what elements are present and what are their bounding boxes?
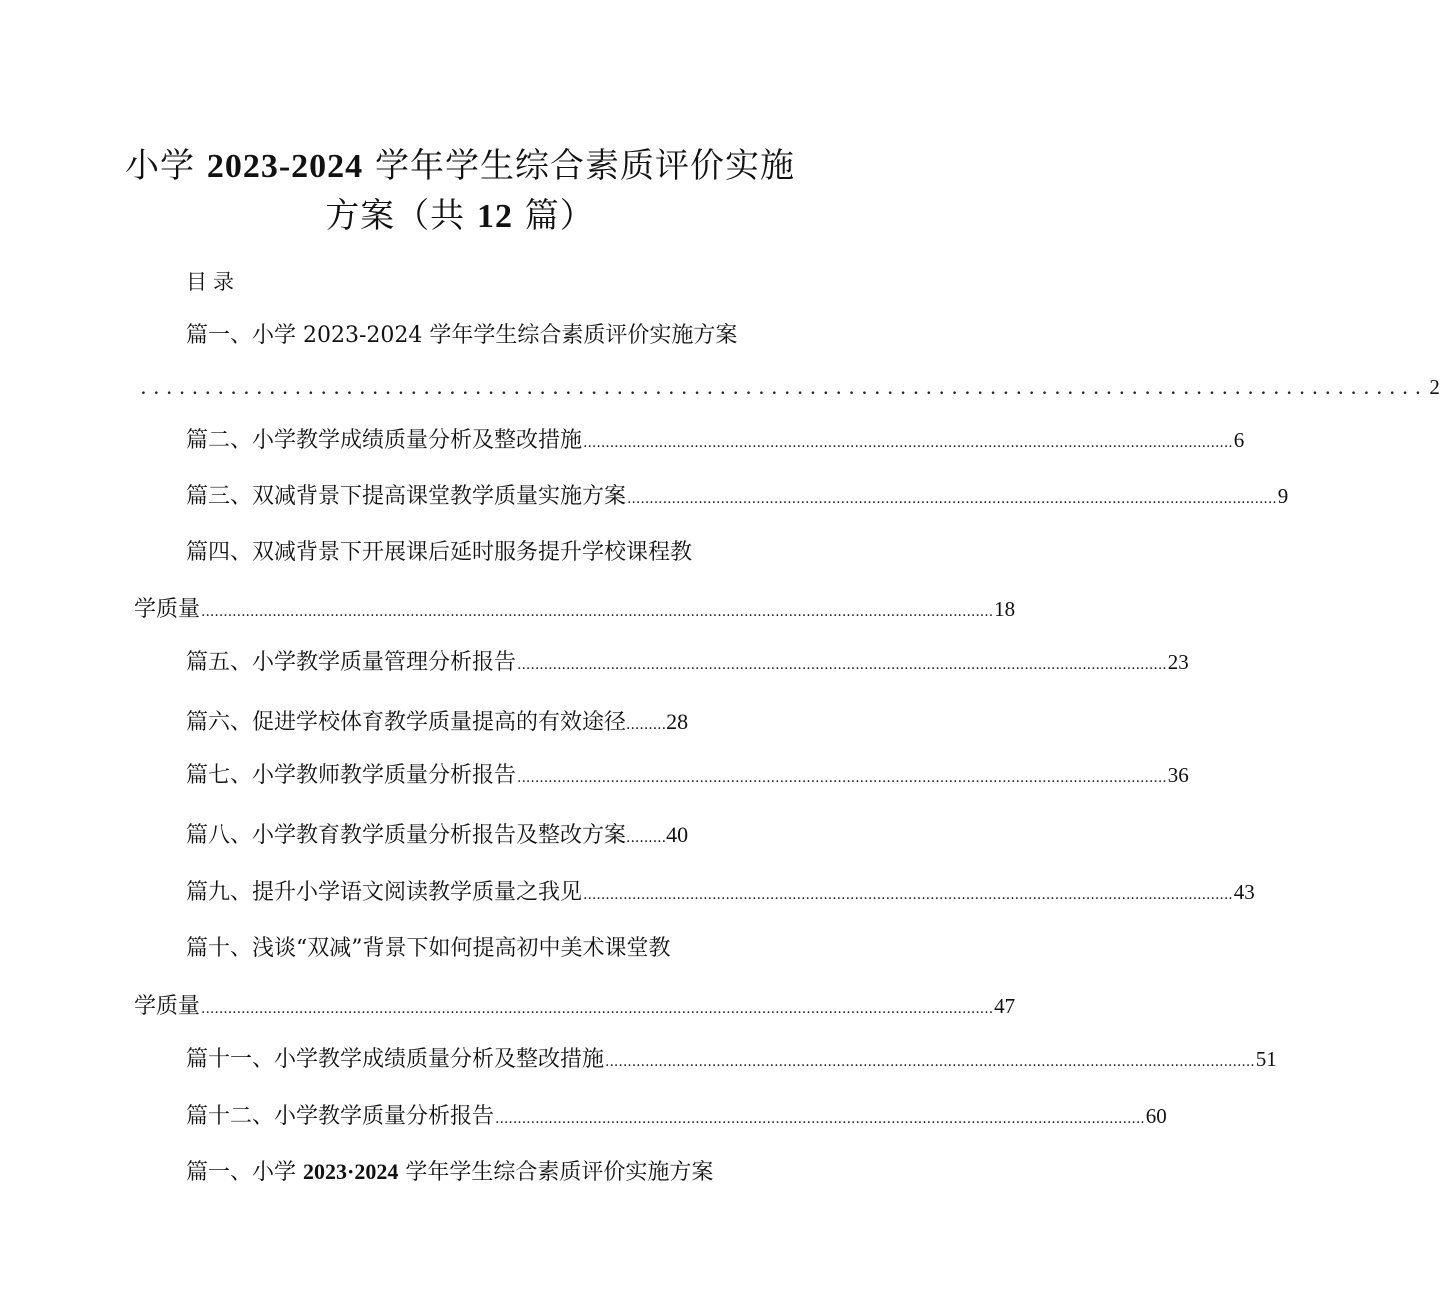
dot-leader: ..................................................................................................................................................: [583, 435, 1233, 451]
toc-entry-12-title: 篇十二、小学教学质量分析报告: [186, 1104, 495, 1129]
section-1-heading: [186, 1157, 713, 1188]
toc-entry-4-title[interactable]: 篇四、双减背景下开展课后延时服务提升学校课程教: [186, 540, 693, 565]
toc-entry-7-title: 篇七、小学教师教学质量分析报告: [186, 763, 517, 788]
dot-leader: ..................................................................................................................................................: [605, 1054, 1255, 1070]
toc-entry-2[interactable]: [186, 425, 1245, 458]
toc-entry-5-page: 23: [1167, 650, 1189, 674]
toc-entry-3[interactable]: [186, 481, 1289, 514]
toc-entry-6[interactable]: [186, 707, 688, 740]
toc-entry-10-continued[interactable]: [134, 991, 1016, 1024]
toc-entry-11-page: 51: [1255, 1047, 1277, 1071]
toc-entry-5[interactable]: [186, 647, 1189, 680]
section-1-prefix: 篇一、小学: [186, 1160, 303, 1185]
dot-leader: .........: [626, 717, 667, 733]
toc-entry-7-page: 36: [1167, 763, 1189, 787]
toc-entry-10-title[interactable]: 篇十、浅谈“双减”背景下如何提高初中美术课堂教: [186, 936, 671, 961]
dot-leader: ..................................................................................................................................................: [517, 657, 1167, 673]
toc-entry-9-page: 43: [1233, 880, 1255, 904]
toc-entry-6-page: 28: [666, 709, 689, 734]
toc-entry-8-page: 40: [666, 822, 689, 847]
dot-leader: ..................................................................................................................................................: [495, 1111, 1145, 1127]
toc-entry-9-title: 篇九、提升小学语文阅读教学质量之我见: [186, 880, 583, 905]
toc-entry-1-page: 2: [1429, 375, 1440, 399]
dot-leader: ..................................................................................................................................................: [583, 887, 1233, 903]
section-1-suffix: 学年学生综合素质评价实施方案: [398, 1160, 714, 1185]
dot-leader: ....................................................................................................: [141, 382, 1429, 398]
toc-entry-1-title[interactable]: 篇一、小学 2023-2024 学年学生综合素质评价实施方案: [186, 323, 738, 348]
toc-entry-2-page: 6: [1233, 428, 1245, 452]
toc-entry-4-page: 18: [994, 597, 1016, 621]
toc-entry-5-title: 篇五、小学教学质量管理分析报告: [186, 650, 517, 675]
toc-heading: 目录: [186, 270, 240, 294]
toc-entry-7[interactable]: [186, 760, 1189, 793]
document-title-line-2: 方案（共 12 篇）: [325, 196, 595, 236]
toc-entry-12[interactable]: [186, 1101, 1167, 1134]
toc-entry-12-page: 60: [1145, 1104, 1167, 1128]
dot-leader: ..................................................................................................................................................: [517, 770, 1167, 786]
document-title-line-1: 小学 2023-2024 学年学生综合素质评价实施: [125, 146, 795, 186]
toc-entry-11-title: 篇十一、小学教学成绩质量分析及整改措施: [186, 1047, 605, 1072]
toc-entry-2-title: 篇二、小学教学成绩质量分析及整改措施: [186, 428, 583, 453]
toc-entry-4-title-cont: 学质量: [134, 597, 201, 622]
toc-entry-4-continued[interactable]: [134, 594, 1016, 627]
dot-leader: ..................................................................................................................................................: [627, 491, 1277, 507]
toc-entry-8-title: 篇八、小学教育教学质量分析报告及整改方案: [186, 823, 627, 848]
toc-entry-10-page: 47: [994, 994, 1016, 1018]
section-1-year: 2023·2024: [303, 1159, 399, 1184]
dot-leader: ..................................................................................................................................................................................: [201, 1001, 994, 1017]
toc-entry-6-title: 篇六、促进学校体育教学质量提高的有效途径: [186, 710, 627, 735]
toc-entry-11[interactable]: [186, 1044, 1277, 1077]
toc-entry-10-title-cont: 学质量: [134, 994, 201, 1019]
toc-entry-9[interactable]: [186, 877, 1255, 910]
dot-leader: ..................................................................................................................................................................................: [201, 604, 994, 620]
toc-entry-8[interactable]: [186, 820, 688, 853]
dot-leader: .........: [626, 830, 667, 846]
toc-entry-3-title: 篇三、双减背景下提高课堂教学质量实施方案: [186, 484, 627, 509]
toc-entry-1-leader[interactable]: [140, 372, 1440, 405]
toc-entry-3-page: 9: [1277, 484, 1289, 508]
